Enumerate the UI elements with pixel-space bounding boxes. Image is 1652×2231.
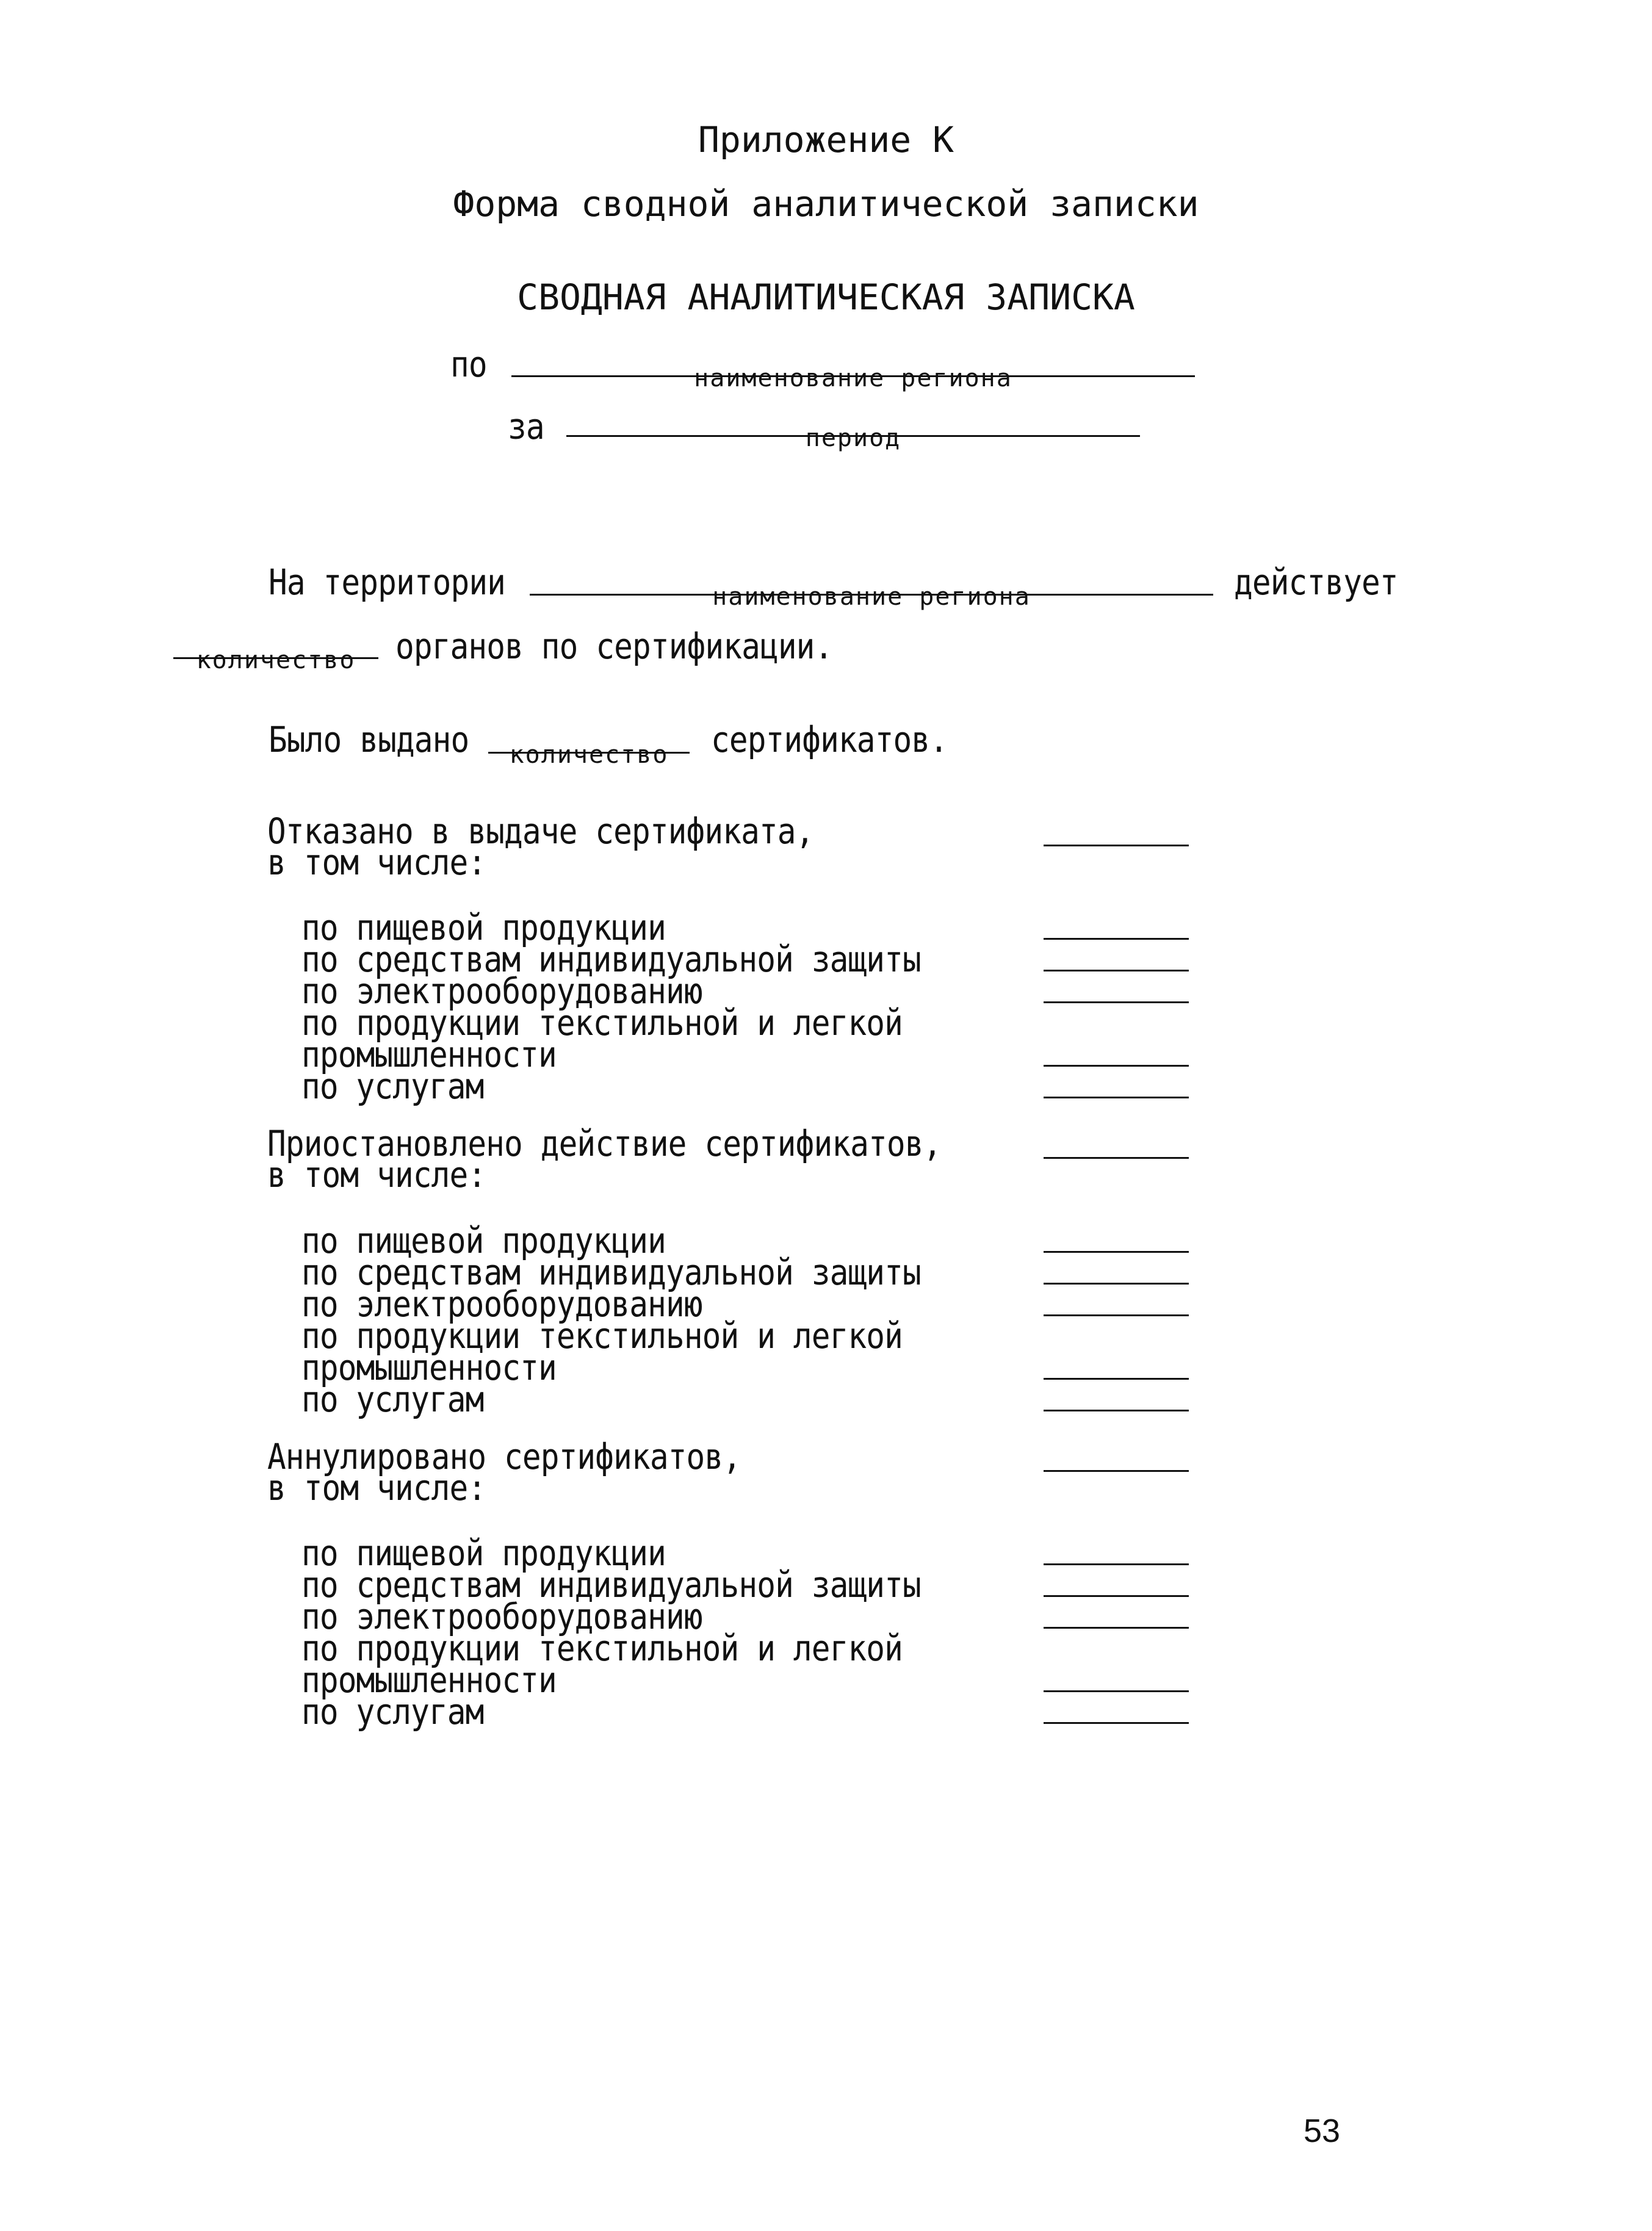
list-item: по продукции текстильной и легкой xyxy=(301,1002,903,1043)
section-total-blank[interactable] xyxy=(1044,1157,1189,1159)
section-subheading: в том числе: xyxy=(267,842,486,883)
section-heading: Аннулировано сертификатов, xyxy=(267,1436,741,1477)
bodies-count-hint: количество xyxy=(196,646,356,674)
list-item: промышленности xyxy=(301,1347,557,1388)
item-blank[interactable] xyxy=(1044,1410,1189,1411)
issued-text: Было выдано xyxy=(269,719,469,760)
item-blank[interactable] xyxy=(1044,1251,1189,1253)
period-field-hint: период xyxy=(805,424,901,452)
item-blank[interactable] xyxy=(1044,1595,1189,1597)
list-item: по пищевой продукции xyxy=(301,907,666,948)
list-item: по продукции текстильной и легкой xyxy=(301,1627,903,1669)
list-item: по электрооборудованию xyxy=(301,1283,702,1325)
document-title: СВОДНАЯ АНАЛИТИЧЕСКАЯ ЗАПИСКА xyxy=(517,276,1135,318)
issued-count-hint: количество xyxy=(509,741,669,769)
za-label: за xyxy=(508,406,544,447)
item-blank[interactable] xyxy=(1044,1690,1189,1692)
section-heading: Приостановлено действие сертификатов, xyxy=(267,1123,942,1164)
region-field-hint: наименование региона xyxy=(694,364,1012,392)
bodies-text: органов по сертификации. xyxy=(395,625,833,667)
section-subheading: в том числе: xyxy=(267,1467,486,1508)
section-heading: Отказано в выдаче сертификата, xyxy=(267,810,814,852)
section-total-blank[interactable] xyxy=(1044,845,1189,846)
item-blank[interactable] xyxy=(1044,1097,1189,1098)
item-blank[interactable] xyxy=(1044,1314,1189,1316)
list-item: по продукции текстильной и легкой xyxy=(301,1315,903,1357)
item-blank[interactable] xyxy=(1044,938,1189,940)
item-blank[interactable] xyxy=(1044,970,1189,971)
item-blank[interactable] xyxy=(1044,1563,1189,1565)
list-item: по услугам xyxy=(301,1379,484,1420)
list-item: по услугам xyxy=(301,1065,484,1107)
form-title: Форма сводной аналитической записки xyxy=(453,183,1199,225)
list-item: по услугам xyxy=(301,1691,484,1732)
section-subheading: в том числе: xyxy=(267,1154,486,1195)
issued-end-text: сертификатов. xyxy=(711,719,948,760)
item-blank[interactable] xyxy=(1044,1065,1189,1067)
list-item: по средствам индивидуальной защиты xyxy=(301,1252,921,1293)
list-item: по средствам индивидуальной защиты xyxy=(301,939,921,980)
territory-text: На территории xyxy=(269,561,506,603)
appendix-label: Приложение К xyxy=(698,119,954,160)
item-blank[interactable] xyxy=(1044,1627,1189,1629)
item-blank[interactable] xyxy=(1044,1378,1189,1380)
section-total-blank[interactable] xyxy=(1044,1470,1189,1472)
list-item: по пищевой продукции xyxy=(301,1220,666,1261)
item-blank[interactable] xyxy=(1044,1722,1189,1724)
page-number: 53 xyxy=(1304,2113,1341,2149)
list-item: по средствам индивидуальной защиты xyxy=(301,1564,921,1606)
list-item: промышленности xyxy=(301,1034,557,1075)
list-item: по электрооборудованию xyxy=(301,970,702,1012)
item-blank[interactable] xyxy=(1044,1283,1189,1285)
acts-text: действует xyxy=(1234,561,1398,603)
list-item: по пищевой продукции xyxy=(301,1532,666,1574)
item-blank[interactable] xyxy=(1044,1001,1189,1003)
territory-region-hint: наименование региона xyxy=(712,583,1031,611)
po-label: по xyxy=(450,344,487,385)
list-item: по электрооборудованию xyxy=(301,1596,702,1637)
list-item: промышленности xyxy=(301,1659,557,1701)
